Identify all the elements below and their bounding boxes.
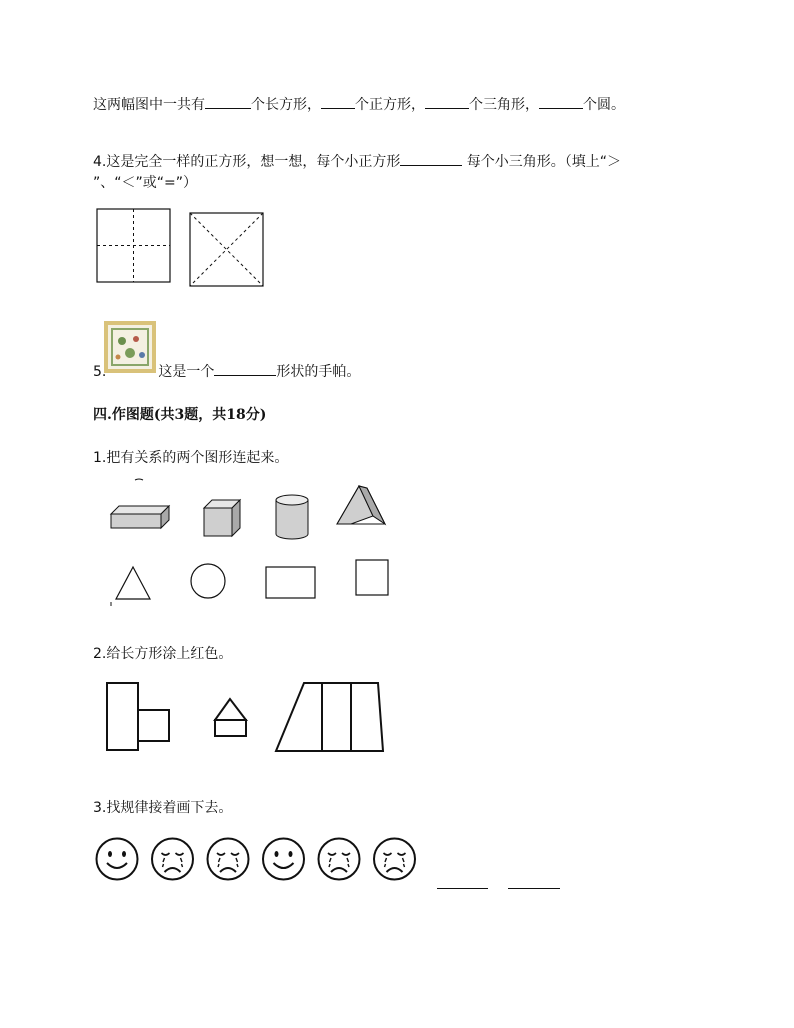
house-shaped-figure <box>215 699 246 736</box>
rectangle-shape <box>266 567 315 598</box>
answer-line-2[interactable] <box>508 888 560 889</box>
smiling-face-icon <box>97 839 138 880</box>
q5-text-a: 这是一个 <box>158 364 215 380</box>
answer-blank-rectangles[interactable] <box>205 96 251 109</box>
q4-text-a: 4.这是完全一样的正方形，想一想，每个小正方形 <box>93 154 401 170</box>
trapezoid-figure <box>276 683 383 751</box>
q3-tri-label: 个三角形， <box>469 97 539 113</box>
q5-number: 5. <box>93 364 107 380</box>
q4-text-b: 每个小三角形。（填上“＞ <box>462 154 622 170</box>
q5-text-b: 形状的手帕。 <box>276 364 361 380</box>
circle-shape <box>191 564 225 598</box>
answer-blank-squares[interactable] <box>321 96 355 109</box>
problem-2-text: 2.给长方形涂上红色。 <box>93 646 233 662</box>
q3-rect-label: 个长方形， <box>251 97 321 113</box>
problem-1-text: 1.把有关系的两个图形连起来。 <box>93 450 289 466</box>
square-divided-into-triangles <box>189 212 265 288</box>
cylinder-solid <box>276 495 308 539</box>
problem-3-text: 3.找规律接着画下去。 <box>93 800 233 816</box>
problem-2-figures <box>100 676 390 756</box>
crying-face-icon <box>374 839 415 880</box>
cuboid-solid <box>111 506 169 528</box>
answer-blank-shape[interactable] <box>214 363 276 376</box>
q3-circle-label: 个圆。 <box>583 97 625 113</box>
q4-line-2: ”、“＜”或“=”） <box>93 175 197 191</box>
answer-line-1[interactable] <box>437 888 488 889</box>
answer-blank-circles[interactable] <box>539 96 583 109</box>
crying-face-icon <box>319 839 360 880</box>
square-divided-into-small-squares <box>96 208 172 284</box>
q3-prefix: 这两幅图中一共有 <box>93 97 205 113</box>
q4-line-1 <box>93 151 621 171</box>
cube-solid <box>204 500 240 536</box>
l-shaped-figure <box>107 683 169 750</box>
crying-face-icon <box>208 839 249 880</box>
q3-square-label: 个正方形， <box>355 97 425 113</box>
smiling-face-icon <box>263 839 304 880</box>
triangle-shape <box>116 567 150 599</box>
triangular-prism-solid <box>337 486 385 524</box>
section-heading: 四.作图题(共3题，共18分) <box>93 407 267 423</box>
problem-1-figures <box>105 478 395 608</box>
square-shape <box>356 560 388 595</box>
answer-blank-triangles[interactable] <box>425 96 469 109</box>
q5-line <box>93 361 360 381</box>
crying-face-icon <box>152 839 193 880</box>
answer-blank-compare[interactable] <box>400 153 462 166</box>
q3-count-line <box>93 94 625 114</box>
face-pattern-row <box>94 834 574 894</box>
